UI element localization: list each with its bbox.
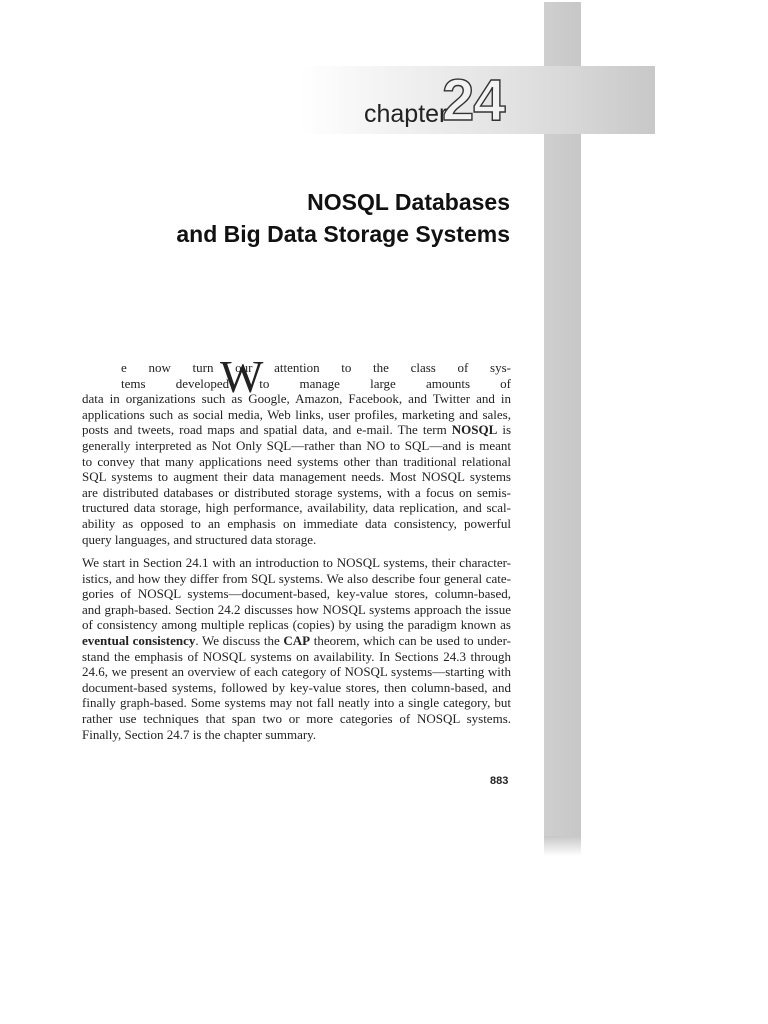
paragraph-line: We start in Section 24.1 with an introduction to NOSQL systems, their character- [82, 555, 511, 570]
paragraph-line: to convey that many applications need systems other than traditional relational [82, 453, 511, 469]
paragraph-line: SQL systems to augment their data management needs. Most NOSQL systems [82, 469, 511, 485]
chapter-title-line-1: NOSQL Databases [307, 189, 510, 215]
paragraph-line: e now turn our attention to the class of sys- [121, 360, 511, 375]
paragraph-line: 24.6, we present an overview of each category of NOSQL systems—starting with [82, 664, 511, 680]
paragraph-line: rather use techniques that span two or more categories of NOSQL systems. [82, 710, 511, 726]
drop-cap: W [220, 351, 264, 402]
paragraph-line: are distributed databases or distributed storage systems, with a focus on semis- [82, 484, 511, 500]
paragraph-line: applications such as social media, Web links, user profiles, marketing and sales, [82, 406, 511, 422]
chapter-label: chapter [364, 100, 448, 128]
paragraph-line: generally interpreted as Not Only SQL—rather than NO to SQL—and is meant [82, 437, 511, 453]
paragraph-line: tems developed to manage large amounts of [121, 375, 511, 391]
page-number: 883 [490, 775, 509, 787]
paragraph-line: query languages, and structured data storage. [82, 531, 317, 547]
paragraph-line: eventual consistency. We discuss the CAP theorem, which can be used to under- [82, 632, 511, 648]
margin-bar-fade [544, 836, 581, 856]
paragraph-line: istics, and how they differ from SQL systems. We also describe four general cate- [82, 570, 511, 586]
paragraph-line: finally graph-based. Some systems may not fall neatly into a single category, but [82, 695, 511, 711]
intro-paragraph [82, 351, 512, 547]
paragraph-line: document-based systems, followed by key-value stores, then column-based, and [82, 679, 511, 695]
chapter-title-line-2: and Big Data Storage Systems [176, 221, 510, 247]
paragraph-line: stand the emphasis of NOSQL systems on availability. In Sections 24.3 through [82, 648, 511, 664]
chapter-number: 24 [442, 68, 505, 133]
paragraph-line: ability as opposed to an emphasis on immediate data consistency, powerful [82, 515, 511, 531]
chapter-title [176, 186, 510, 250]
paragraph-line: data in organizations such as Google, Amazon, Facebook, and Twitter and in [82, 391, 511, 407]
paragraph-line: tructured data storage, high performance, availability, data replication, and scal- [82, 500, 511, 516]
paragraph-line: and graph-based. Section 24.2 discusses how NOSQL systems approach the issue [82, 601, 511, 617]
paragraph-line: Finally, Section 24.7 is the chapter summary. [82, 726, 317, 742]
paragraph-line: posts and tweets, road maps and spatial data, and e-mail. The term NOSQL is [82, 422, 512, 438]
paragraph-line: gories of NOSQL systems—document-based, key-value stores, column-based, [82, 586, 511, 602]
paragraph-line: of consistency among multiple replicas (copies) by using the paradigm known as [82, 617, 511, 633]
overview-paragraph [82, 555, 511, 742]
